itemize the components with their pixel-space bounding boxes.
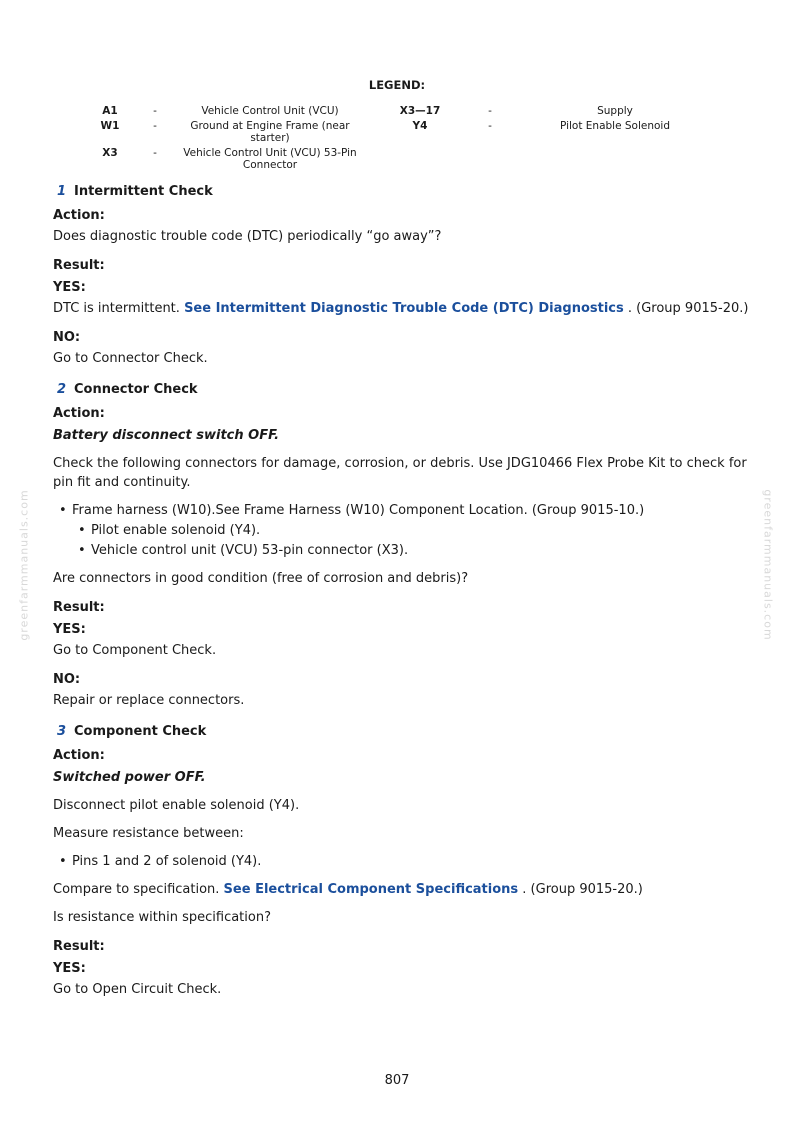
step-title: Component Check: [74, 724, 207, 739]
instruction-text: Measure resistance between:: [53, 826, 244, 841]
watermark: greenfarmmanuals.com: [17, 489, 31, 641]
legend-dash: -: [153, 120, 157, 132]
step-heading: [53, 377, 753, 403]
legend-title: LEGEND:: [368, 78, 426, 92]
watermark: greenfarmmanuals.com: [761, 489, 775, 641]
yes-result: [53, 299, 753, 318]
procedure-content: [53, 179, 753, 1008]
legend-row: [80, 120, 720, 147]
yes-text: Go to Open Circuit Check.: [53, 982, 222, 997]
result-label: Result:: [53, 600, 105, 615]
legend-table: [80, 105, 720, 174]
legend-description: [510, 147, 720, 174]
group-reference: . (Group 9015-20.): [518, 882, 643, 897]
precondition: Battery disconnect switch OFF.: [53, 428, 280, 443]
legend-code: [370, 147, 470, 174]
sub-list: [72, 521, 753, 561]
no-text: Go to Connector Check.: [53, 351, 208, 366]
action-label: Action:: [53, 208, 105, 223]
legend-row: [80, 147, 720, 174]
legend-code: X3—17: [399, 105, 441, 117]
legend-dash: -: [488, 120, 492, 132]
list-item: • Vehicle control unit (VCU) 53-pin connector (X3).: [72, 541, 753, 561]
step-heading: [53, 719, 753, 745]
step-title: Connector Check: [74, 382, 198, 397]
step-number: 2: [57, 382, 67, 397]
legend-row: [80, 105, 720, 120]
compare-text: Compare to specification.: [53, 882, 220, 897]
action-label: Action:: [53, 748, 105, 763]
question-text: Are connectors in good condition (free of corrosion and debris)?: [53, 571, 469, 586]
group-reference: . (Group 9015-20.): [623, 301, 749, 316]
result-label: Result:: [53, 258, 105, 273]
precondition: Switched power OFF.: [53, 770, 206, 785]
legend-dash: -: [153, 147, 157, 159]
no-label: NO:: [53, 672, 81, 687]
connector-list: [53, 501, 753, 561]
action-label: Action:: [53, 406, 105, 421]
legend-description: Vehicle Control Unit (VCU) 53-Pin Connector: [183, 147, 357, 171]
yes-label: YES:: [53, 622, 86, 637]
yes-text: Go to Component Check.: [53, 643, 217, 658]
legend-code: W1: [100, 120, 120, 132]
page-number: 807: [384, 1073, 410, 1088]
action-text: Does diagnostic trouble code (DTC) periodically “go away”?: [53, 229, 442, 244]
step-number: 3: [57, 724, 67, 739]
list-item: [53, 501, 753, 561]
legend-description: Pilot Enable Solenoid: [559, 120, 671, 132]
no-text: Repair or replace connectors.: [53, 693, 245, 708]
intermittent-dtc-link[interactable]: See Intermittent Diagnostic Trouble Code (DTC) Diagnostics: [184, 301, 624, 316]
result-label: Result:: [53, 939, 105, 954]
yes-label: YES:: [53, 961, 86, 976]
instruction-text: Check the following connectors for damage, corrosion, or debris. Use JDG10466 Flex Probe Kit to check for pin fit and continuity.: [53, 456, 747, 490]
no-label: NO:: [53, 330, 81, 345]
legend-description: Ground at Engine Frame (near starter): [190, 120, 350, 144]
step-heading: [53, 179, 753, 205]
legend-description: Vehicle Control Unit (VCU): [201, 105, 339, 117]
legend-code: Y4: [412, 120, 428, 132]
legend-code: A1: [102, 105, 118, 117]
instruction-text: Disconnect pilot enable solenoid (Y4).: [53, 798, 300, 813]
list-item-text: Frame harness (W10).See Frame Harness (W10) Component Location. (Group 9015-10.): [72, 503, 645, 518]
legend-description: Supply: [597, 105, 633, 117]
step-number: 1: [57, 184, 67, 199]
compare-line: [53, 880, 753, 899]
question-text: Is resistance within specification?: [53, 910, 271, 925]
list-item: • Pilot enable solenoid (Y4).: [72, 521, 753, 541]
yes-text: DTC is intermittent.: [53, 301, 180, 316]
list-item: • Pins 1 and 2 of solenoid (Y4).: [53, 852, 753, 872]
legend-dash: -: [153, 105, 157, 117]
step-title: Intermittent Check: [74, 184, 213, 199]
yes-label: YES:: [53, 280, 86, 295]
measurement-list: [53, 852, 753, 872]
electrical-specs-link[interactable]: See Electrical Component Specifications: [223, 882, 519, 897]
legend-dash: -: [488, 105, 492, 117]
legend-code: X3: [102, 147, 118, 159]
legend-dash: [470, 147, 510, 174]
